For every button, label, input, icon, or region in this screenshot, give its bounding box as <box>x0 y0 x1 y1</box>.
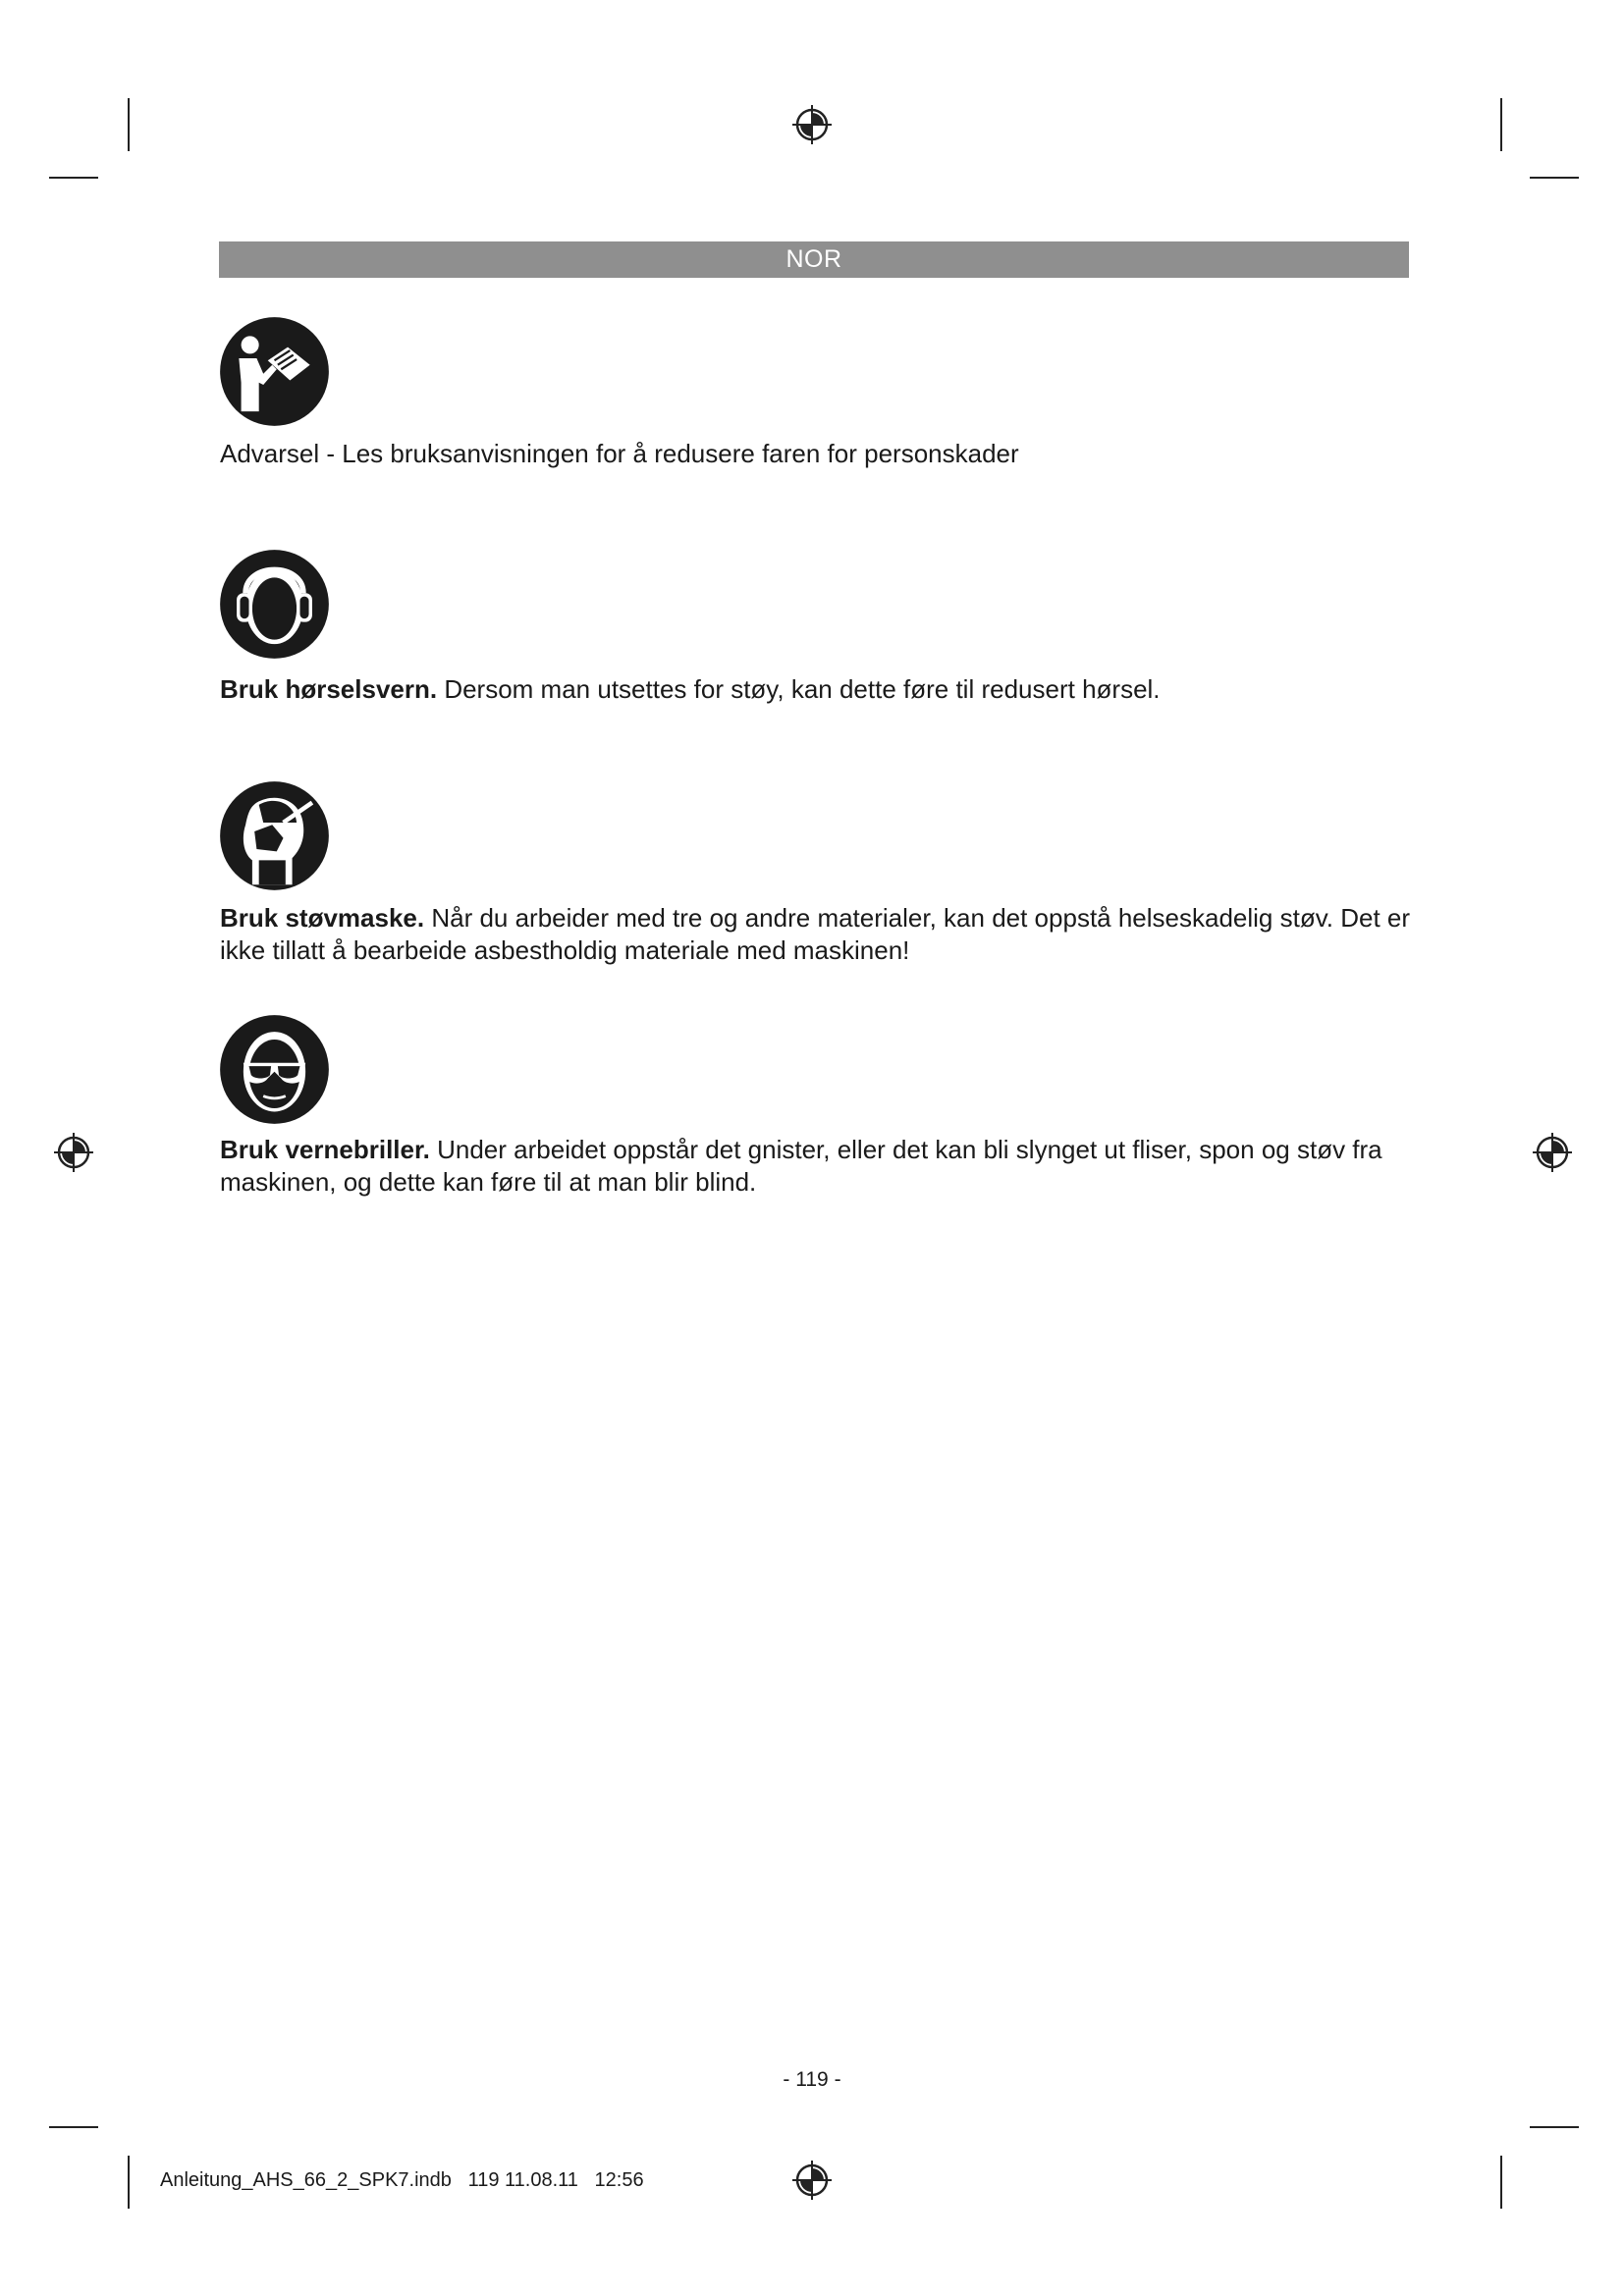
ear-protection-icon <box>219 549 330 660</box>
language-header-bar <box>219 241 1409 278</box>
page-number: - 119 - <box>783 2068 841 2091</box>
crop-mark-bottom-right-horizontal <box>1530 2126 1579 2128</box>
dust-mask-icon <box>219 780 330 891</box>
sign-description: Når du arbeider med tre og andre materialer, kan det oppstå helseskadelig støv. Det er ikke tillatt å bearbeide asbestholdig materiale med maskinen! <box>220 903 1411 965</box>
sign-description: Dersom man utsettes for støy, kan dette føre til redusert hørsel. <box>437 674 1161 704</box>
sign-text-read-manual <box>220 438 1418 470</box>
registration-mark-icon <box>790 103 834 146</box>
crop-mark-top-right-horizontal <box>1530 177 1579 179</box>
crop-mark-top-right-vertical <box>1500 98 1502 151</box>
crop-mark-bottom-right-vertical <box>1500 2156 1502 2209</box>
registration-mark-icon <box>1531 1131 1574 1174</box>
sign-title: Bruk vernebriller. <box>220 1135 430 1164</box>
sign-text-ear-protection <box>220 673 1418 706</box>
crop-mark-top-left-vertical <box>128 98 130 151</box>
crop-mark-bottom-left-vertical <box>128 2156 130 2209</box>
sign-title: Bruk støvmaske. <box>220 903 425 933</box>
safety-goggles-icon <box>219 1014 330 1125</box>
crop-mark-top-left-horizontal <box>49 177 98 179</box>
sign-description: Under arbeidet oppstår det gnister, eller det kan bli slynget ut fliser, spon og støv fra maskinen, og dette kan føre til at man blir blind. <box>220 1135 1382 1197</box>
crop-mark-bottom-left-horizontal <box>49 2126 98 2128</box>
registration-mark-icon <box>52 1131 95 1174</box>
sign-text-dust-mask <box>220 902 1418 967</box>
sign-description: Advarsel - Les bruksanvisningen for å redusere faren for personskader <box>220 439 1019 468</box>
sign-text-safety-goggles <box>220 1134 1418 1199</box>
footer-file-info: Anleitung_AHS_66_2_SPK7.indb 119 11.08.11 12:56 <box>160 2169 644 2191</box>
sign-title: Bruk hørselsvern. <box>220 674 438 704</box>
read-manual-icon <box>219 316 330 427</box>
registration-mark-icon <box>790 2159 834 2202</box>
language-code: NOR <box>785 245 842 273</box>
